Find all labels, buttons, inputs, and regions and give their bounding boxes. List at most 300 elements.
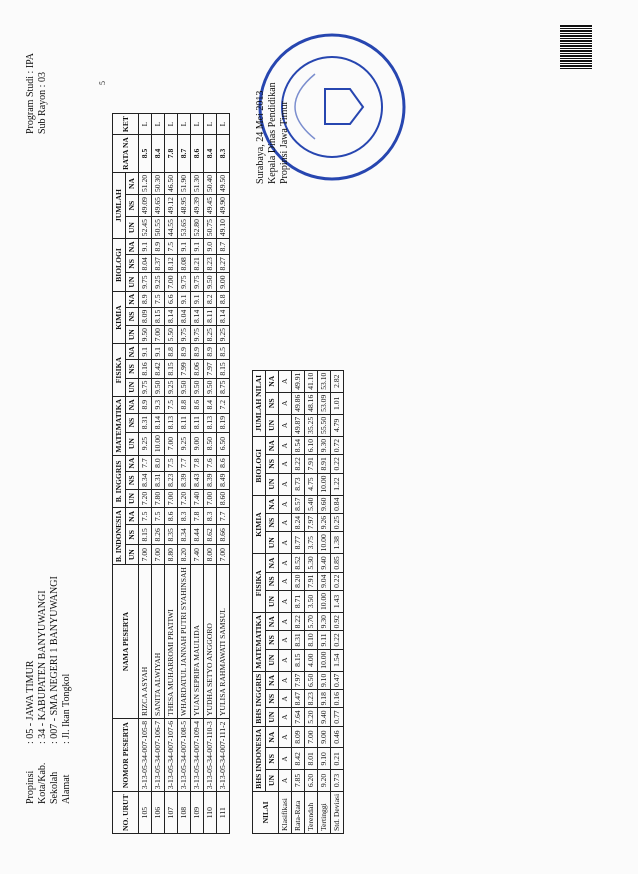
table-cell: 8.04 — [178, 307, 191, 325]
stats-subheader: NA — [266, 554, 279, 572]
stats-cell: 8.54 — [292, 436, 305, 454]
column-group-header: KIMIA — [113, 291, 126, 344]
table-cell: 8.50 — [204, 432, 217, 455]
stats-header-row-top — [253, 370, 266, 833]
table-row — [204, 114, 217, 834]
stats-row — [318, 370, 331, 833]
table-cell: 9.1 — [152, 344, 165, 360]
stats-cell: 8.42 — [292, 748, 305, 770]
table-cell: 8.60 — [217, 489, 230, 507]
stats-cell: 0.16 — [331, 690, 344, 708]
table-cell: 9.75 — [139, 273, 152, 291]
stats-cell: 8.57 — [292, 495, 305, 513]
table-cell: 8.34 — [178, 525, 191, 545]
column-subheader: NA — [126, 239, 139, 255]
table-cell: L — [139, 114, 152, 135]
stats-cell: Tertinggi — [318, 791, 331, 833]
table-cell: 7.00 — [204, 489, 217, 507]
table-cell: 8.9 — [191, 344, 204, 360]
stats-cell: 9.20 — [318, 770, 331, 792]
stats-subheader: NS — [266, 572, 279, 590]
stats-group-header: MATEMATIKA — [253, 613, 266, 672]
stats-subheader: UN — [266, 532, 279, 554]
stats-cell: 8.23 — [305, 690, 318, 708]
stats-cell: 0.72 — [331, 436, 344, 454]
table-cell: 51.20 — [139, 172, 152, 194]
results-table — [112, 113, 230, 834]
column-subheader: NS — [126, 525, 139, 545]
column-subheader: NS — [126, 307, 139, 325]
table-cell: L — [217, 114, 230, 135]
table-cell: 8.66 — [217, 525, 230, 545]
table-cell: 49.45 — [204, 195, 217, 217]
table-row — [152, 114, 165, 834]
stats-cell: 5.20 — [305, 708, 318, 726]
stats-cell: 1.01 — [331, 392, 344, 414]
header-row-top — [113, 114, 126, 834]
table-cell: 7.20 — [139, 489, 152, 507]
stats-cell: 5.30 — [305, 554, 318, 572]
table-cell: 8.15 — [139, 525, 152, 545]
table-cell: 7.5 — [165, 396, 178, 413]
table-cell: 8.8 — [178, 396, 191, 413]
table-cell: 51.30 — [191, 172, 204, 194]
table-cell: 7.00 — [152, 545, 165, 565]
stats-cell: 8.01 — [305, 748, 318, 770]
table-cell: 7.5 — [165, 239, 178, 255]
stats-cell: A — [279, 748, 292, 770]
table-cell: 10.00 — [152, 432, 165, 455]
table-cell: 8.11 — [204, 307, 217, 325]
stats-group-header: JUMLAH NILAI — [253, 370, 266, 436]
table-cell: 50.40 — [204, 172, 217, 194]
stats-cell: 9.04 — [318, 572, 331, 590]
table-cell: 8.75 — [217, 378, 230, 396]
stats-cell: 9.40 — [318, 554, 331, 572]
stats-cell: 1.54 — [331, 649, 344, 671]
table-cell: 7.00 — [165, 432, 178, 455]
table-cell: 8.80 — [165, 545, 178, 565]
table-cell: 8.5 — [217, 344, 230, 360]
stats-cell: 3.50 — [305, 590, 318, 612]
table-cell: 8.9 — [178, 344, 191, 360]
table-cell: 9.75 — [191, 273, 204, 291]
table-cell: 9.50 — [152, 378, 165, 396]
stats-cell: 10.00 — [318, 532, 331, 554]
table-cell: 9.00 — [217, 273, 230, 291]
stats-subheader: NS — [266, 455, 279, 473]
stats-subheader: NS — [266, 392, 279, 414]
stats-cell: 49.91 — [292, 370, 305, 392]
table-cell: 8.3 — [204, 508, 217, 525]
stats-cell: Rata-Rata — [292, 791, 305, 833]
table-cell: 7.5 — [139, 508, 152, 525]
stats-cell: 9.00 — [318, 726, 331, 748]
stats-cell: A — [279, 726, 292, 748]
column-subheader: UN — [126, 217, 139, 239]
header-provinsi: Propinsi : 05 - JAWA TIMUR — [25, 660, 36, 804]
stats-cell: 2.82 — [331, 370, 344, 392]
table-cell: 49.12 — [165, 195, 178, 217]
table-cell: 8.27 — [217, 255, 230, 273]
stats-cell: 4.00 — [305, 649, 318, 671]
table-row — [217, 114, 230, 834]
table-cell: 109 — [191, 792, 204, 834]
column-subheader: UN — [126, 432, 139, 455]
stats-cell: 49.87 — [292, 414, 305, 436]
stats-cell: 4.79 — [331, 414, 344, 436]
stats-cell: 8.52 — [292, 554, 305, 572]
table-cell: 8.34 — [139, 471, 152, 489]
table-cell: 8.5 — [139, 135, 152, 173]
table-cell: L — [152, 114, 165, 135]
stats-cell: 8.31 — [292, 631, 305, 649]
table-cell: 8.04 — [139, 255, 152, 273]
header-kota: Kota/Kab. : 34 - KABUPATEN BANYUWANGI — [37, 590, 48, 804]
table-cell: 50.30 — [152, 172, 165, 194]
table-cell: 8.9 — [152, 239, 165, 255]
stats-cell: 7.85 — [292, 770, 305, 792]
stats-row — [305, 370, 318, 833]
stats-cell: 7.91 — [305, 572, 318, 590]
column-subheader: NA — [126, 455, 139, 471]
table-cell: 9.25 — [139, 432, 152, 455]
table-cell: 108 — [178, 792, 191, 834]
column-subheader: NA — [126, 344, 139, 360]
emblem-icon — [325, 89, 363, 124]
table-cell: 3-13-05-34-007-106-7 — [152, 718, 165, 791]
column-group-header: FISIKA — [113, 344, 126, 397]
stats-cell: 6.50 — [305, 671, 318, 689]
stats-row — [279, 370, 292, 833]
table-cell: 9.25 — [165, 378, 178, 396]
stats-cell: 6.10 — [305, 436, 318, 454]
stats-cell: 0.25 — [331, 513, 344, 531]
table-cell: 8.6 — [165, 508, 178, 525]
table-cell: 8.15 — [165, 360, 178, 378]
column-subheader: NA — [126, 172, 139, 194]
table-cell: 8.14 — [217, 307, 230, 325]
stats-cell: 53.09 — [318, 392, 331, 414]
table-cell: 3-13-05-34-007-109-4 — [191, 718, 204, 791]
stats-cell: A — [279, 554, 292, 572]
table-cell: RIZCA ASYAH — [139, 565, 152, 719]
stats-group-header: BHS INGGRIS — [253, 671, 266, 726]
table-cell: 8.19 — [217, 413, 230, 432]
table-cell: 8.6 — [191, 135, 204, 173]
stats-cell: 9.10 — [318, 748, 331, 770]
stats-cell: 5.70 — [305, 613, 318, 631]
table-cell: 7.5 — [152, 291, 165, 307]
table-cell: 9.1 — [139, 344, 152, 360]
stats-subheader: NS — [266, 631, 279, 649]
table-cell: 8.4 — [204, 135, 217, 173]
stats-cell: 48.16 — [305, 392, 318, 414]
stats-group-header: KIMIA — [253, 495, 266, 554]
stats-cell: 0.77 — [331, 708, 344, 726]
table-cell: 8.14 — [165, 307, 178, 325]
stats-subheader: UN — [266, 590, 279, 612]
stats-cell: Std. Deviasi — [331, 791, 344, 833]
stats-cell: A — [279, 495, 292, 513]
table-cell: 9.50 — [139, 326, 152, 344]
stats-subheader: NA — [266, 495, 279, 513]
table-cell: 8.8 — [165, 344, 178, 360]
column-group-header: BIOLOGI — [113, 239, 126, 292]
stats-subheader: UN — [266, 770, 279, 792]
stats-cell: 9.18 — [318, 690, 331, 708]
table-cell: 49.65 — [152, 195, 165, 217]
table-cell: 49.10 — [217, 217, 230, 239]
table-cell: 7.7 — [139, 455, 152, 471]
table-cell: 8.21 — [191, 255, 204, 273]
table-cell: 9.50 — [191, 378, 204, 396]
stats-cell: 8.22 — [292, 455, 305, 473]
table-cell: 7.8 — [191, 455, 204, 471]
stats-cell: 7.91 — [305, 455, 318, 473]
table-cell: 105 — [139, 792, 152, 834]
stats-cell: 1.43 — [331, 590, 344, 612]
table-cell: 8.26 — [152, 525, 165, 545]
table-cell: 8.42 — [152, 360, 165, 378]
table-cell: 8.9 — [139, 291, 152, 307]
table-cell: 51.90 — [178, 172, 191, 194]
stats-subheader: UN — [266, 649, 279, 671]
table-cell: 8.25 — [204, 326, 217, 344]
table-cell: 8.23 — [165, 471, 178, 489]
table-cell: 50.55 — [152, 217, 165, 239]
table-cell: 8.12 — [165, 255, 178, 273]
table-cell: 48.95 — [178, 195, 191, 217]
table-cell: 7.8 — [191, 508, 204, 525]
table-cell: L — [165, 114, 178, 135]
barcode — [560, 24, 592, 69]
stats-cell: 55.50 — [318, 414, 331, 436]
stats-subheader: NS — [266, 748, 279, 770]
stats-group-header: FISIKA — [253, 554, 266, 613]
table-cell: 8.31 — [152, 471, 165, 489]
header-alamat: Alamat : Jl. Ikan Tongkol — [61, 673, 72, 804]
table-cell: 7.40 — [191, 489, 204, 507]
table-cell: 8.39 — [204, 471, 217, 489]
stats-cell: 7.64 — [292, 708, 305, 726]
stats-cell: A — [279, 473, 292, 495]
table-cell: 8.11 — [191, 413, 204, 432]
table-cell: 3-13-05-34-007-107-6 — [165, 718, 178, 791]
stats-cell: 8.09 — [292, 726, 305, 748]
table-cell: 8.31 — [139, 413, 152, 432]
stats-cell: A — [279, 590, 292, 612]
column-group-header: MATEMATIKA — [113, 396, 126, 455]
table-cell: L — [178, 114, 191, 135]
stats-row — [292, 370, 305, 833]
column-subheader: UN — [126, 273, 139, 291]
table-cell: 7.00 — [165, 489, 178, 507]
stats-cell: 10.00 — [318, 473, 331, 495]
table-cell: 8.06 — [191, 360, 204, 378]
stats-cell: 9.30 — [318, 613, 331, 631]
table-cell: 8.6 — [191, 396, 204, 413]
stats-cell: 41.10 — [305, 370, 318, 392]
column-subheader: NA — [126, 291, 139, 307]
header-sekolah: Sekolah : 007 - SMA NEGERI 1 BANYUWANGI — [49, 576, 60, 804]
stats-group-header: BIOLOGI — [253, 436, 266, 495]
stats-cell: 9.40 — [318, 708, 331, 726]
table-cell: 49.39 — [191, 195, 204, 217]
table-cell: 8.62 — [204, 525, 217, 545]
stats-cell: 8.20 — [292, 572, 305, 590]
stats-cell: 0.22 — [331, 455, 344, 473]
stats-cell: A — [279, 572, 292, 590]
signature-place-date: Surabaya, 24 Mei 2013 — [255, 90, 266, 184]
stats-subheader: NA — [266, 436, 279, 454]
table-cell: 8.15 — [152, 307, 165, 325]
table-cell: 9.75 — [178, 326, 191, 344]
table-cell: 8.9 — [139, 396, 152, 413]
table-cell: 8.8 — [217, 291, 230, 307]
column-subheader: NS — [126, 195, 139, 217]
stats-cell: 0.46 — [331, 726, 344, 748]
table-cell: 7.97 — [204, 360, 217, 378]
stats-cell: 10.00 — [318, 590, 331, 612]
stats-cell: 49.86 — [292, 392, 305, 414]
table-cell: 49.90 — [217, 195, 230, 217]
stats-cell: 0.73 — [331, 770, 344, 792]
stats-cell: 0.22 — [331, 572, 344, 590]
stats-row — [331, 370, 344, 833]
stats-cell: Terendah — [305, 791, 318, 833]
column-subheader: UN — [126, 489, 139, 507]
stats-cell: 9.30 — [318, 436, 331, 454]
table-cell: L — [191, 114, 204, 135]
stats-cell: 7.97 — [305, 513, 318, 531]
stats-cell: 0.84 — [331, 495, 344, 513]
stats-subheader: UN — [266, 414, 279, 436]
table-cell: 7.00 — [139, 545, 152, 565]
page-number: 5 — [98, 81, 107, 85]
stats-cell: Klasifikasi — [279, 791, 292, 833]
column-subheader: NA — [126, 396, 139, 413]
stats-cell: A — [279, 370, 292, 392]
table-row — [139, 114, 152, 834]
column-group-header: B. INDONESIA — [113, 508, 126, 565]
table-cell: 3-13-05-34-007-105-8 — [139, 718, 152, 791]
table-cell: 8.9 — [204, 344, 217, 360]
table-cell: 7.6 — [204, 455, 217, 471]
sub-rayon: Sub Rayon : 03 — [37, 72, 48, 134]
table-cell: 7.40 — [191, 545, 204, 565]
table-cell: 9.50 — [178, 378, 191, 396]
table-cell: 9.25 — [217, 326, 230, 344]
results-table-body — [139, 114, 230, 834]
table-cell: 7.00 — [217, 545, 230, 565]
stats-cell: 5.40 — [305, 495, 318, 513]
column-subheader: NS — [126, 360, 139, 378]
table-cell: 8.3 — [217, 135, 230, 173]
stats-cell: 9.60 — [318, 495, 331, 513]
stats-cell: 8.77 — [292, 532, 305, 554]
stats-cell: 9.26 — [318, 513, 331, 531]
column-subheader: NA — [126, 508, 139, 525]
table-cell: 8.2 — [204, 291, 217, 307]
column-subheader: UN — [126, 545, 139, 565]
table-cell: 106 — [152, 792, 165, 834]
signature-title-2: Propinsi Jawa Timur — [279, 101, 290, 184]
table-cell: 9.1 — [178, 291, 191, 307]
statistics-table-body — [279, 370, 344, 833]
table-cell: YUAN SEPRIFA MAULIDA — [191, 565, 204, 719]
table-cell: 6.50 — [217, 432, 230, 455]
table-cell: 7.5 — [152, 508, 165, 525]
table-cell: 110 — [204, 792, 217, 834]
table-cell: 9.1 — [191, 239, 204, 255]
table-cell: 8.00 — [204, 545, 217, 565]
program-studi: Program Studi : IPA — [25, 52, 36, 134]
table-cell: YUDHA SETYO ANGGORO — [204, 565, 217, 719]
table-cell: 7.99 — [178, 360, 191, 378]
table-cell: 9.50 — [204, 378, 217, 396]
column-header: NAMA PESERTA — [113, 565, 139, 719]
table-cell: 52.45 — [139, 217, 152, 239]
column-subheader: UN — [126, 378, 139, 396]
stats-cell: 6.20 — [305, 770, 318, 792]
stats-cell: 0.22 — [331, 631, 344, 649]
stats-header-row-sub — [266, 370, 279, 833]
stats-cell: A — [279, 436, 292, 454]
stats-cell: A — [279, 690, 292, 708]
table-cell: 8.09 — [139, 307, 152, 325]
column-subheader: UN — [126, 326, 139, 344]
stats-cell: A — [279, 513, 292, 531]
column-subheader: NS — [126, 255, 139, 273]
table-cell: 8.39 — [178, 471, 191, 489]
table-cell: 9.1 — [139, 239, 152, 255]
table-cell: 7.7 — [217, 508, 230, 525]
table-cell: 7.5 — [165, 455, 178, 471]
table-cell: 8.15 — [217, 360, 230, 378]
stats-cell: 9.11 — [318, 631, 331, 649]
table-cell: 8.7 — [178, 135, 191, 173]
stats-cell: 53.10 — [318, 370, 331, 392]
stats-cell: 7.00 — [305, 726, 318, 748]
table-cell: 49.50 — [217, 172, 230, 194]
stats-cell: A — [279, 455, 292, 473]
table-cell: 5.50 — [165, 326, 178, 344]
table-cell: 8.43 — [191, 471, 204, 489]
table-cell: 9.25 — [178, 432, 191, 455]
table-cell: 8.4 — [152, 135, 165, 173]
table-cell: 7.2 — [217, 396, 230, 413]
stats-subheader: NS — [266, 513, 279, 531]
table-cell: 8.16 — [139, 360, 152, 378]
signature-title-1: Kepala Dinas Pendidikan — [267, 82, 278, 184]
table-cell: 111 — [217, 792, 230, 834]
table-row — [165, 114, 178, 834]
stats-cell: 35.25 — [305, 414, 318, 436]
stats-group-header: BHS INDONESIA — [253, 726, 266, 791]
results-table-header — [113, 114, 139, 834]
table-cell: L — [204, 114, 217, 135]
statistics-table — [252, 370, 344, 834]
table-cell: 8.14 — [152, 413, 165, 432]
stats-cell: A — [279, 414, 292, 436]
column-header: NO. URUT — [113, 792, 139, 834]
column-subheader: NS — [126, 471, 139, 489]
table-cell: 9.00 — [191, 432, 204, 455]
stats-subheader: NA — [266, 613, 279, 631]
table-cell: 8.6 — [217, 455, 230, 471]
stats-cell: A — [279, 631, 292, 649]
